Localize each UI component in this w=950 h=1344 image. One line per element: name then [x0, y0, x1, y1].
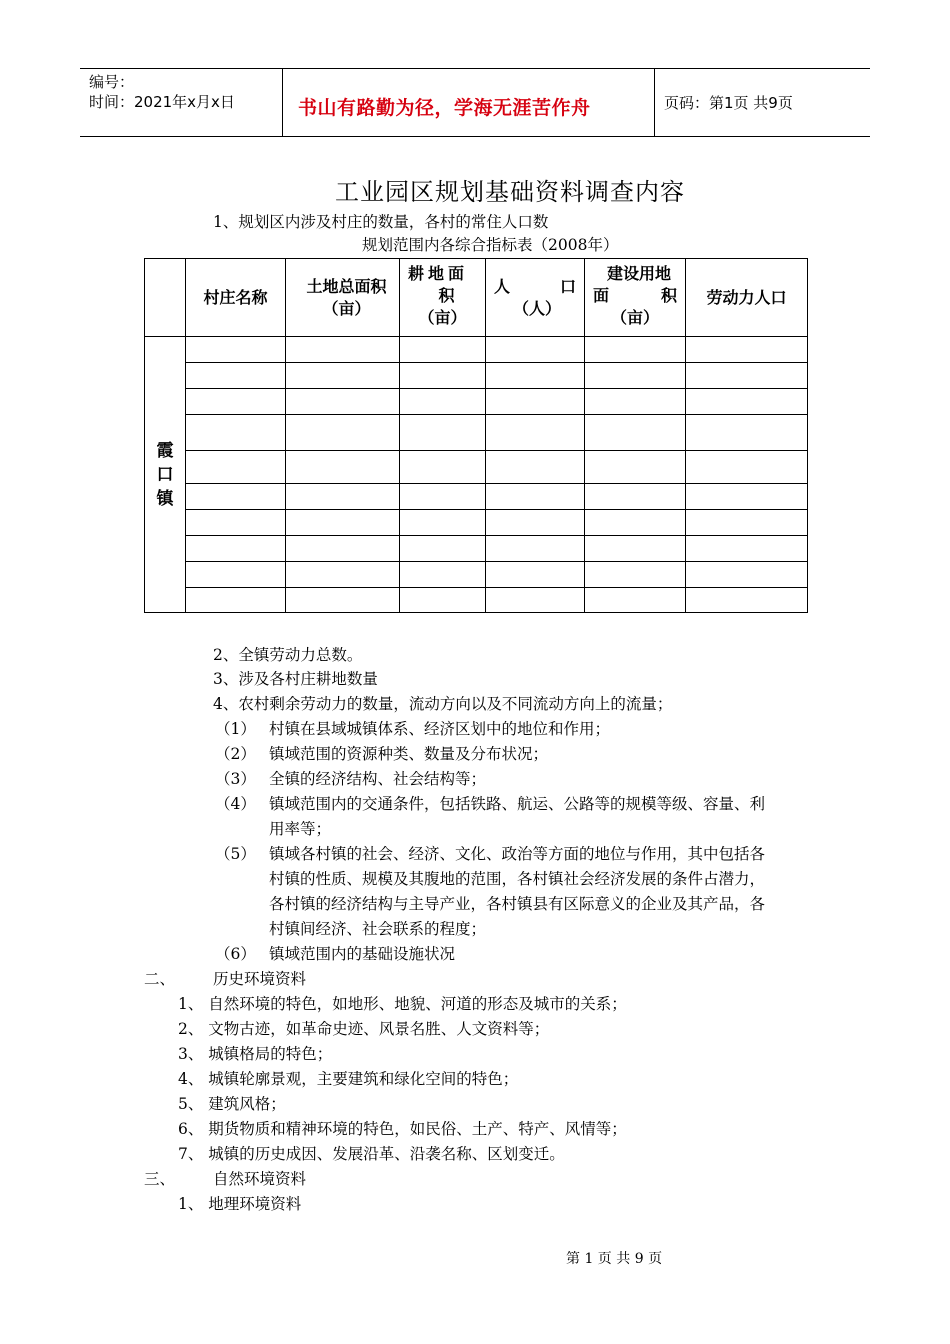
table-row	[145, 451, 808, 484]
section-3-number: 三、	[144, 1170, 176, 1188]
section-2-item: 3、 城镇格局的特色；	[178, 1045, 333, 1063]
sub-item-4-text: 用率等；	[269, 820, 332, 838]
table-cell	[400, 484, 486, 510]
item-2: 2、全镇劳动力总数。	[213, 646, 363, 664]
table-caption: 规划范围内各综合指标表（2008年）	[362, 236, 619, 254]
header-motto: 书山有路勤为径，学海无涯苦作舟	[298, 97, 591, 119]
header-construction-land: 建设用地 面 积 （亩）	[585, 259, 686, 337]
table-cell	[686, 588, 808, 613]
table-cell	[486, 588, 585, 613]
sub-item-4-text: 镇域范围内的交通条件，包括铁路、航运、公路等的规模等级、容量、利	[269, 795, 766, 813]
section-2-item: 4、 城镇轮廓景观，主要建筑和绿化空间的特色；	[178, 1070, 519, 1088]
table-row	[145, 588, 808, 613]
table-cell	[585, 451, 686, 484]
sub-item-2-text: 镇域范围的资源种类、数量及分布状况；	[269, 745, 549, 763]
table-cell	[400, 588, 486, 613]
header-bottom-rule	[80, 136, 870, 137]
header-population: 人 口 （人）	[486, 259, 585, 337]
header-page-info: 页码：第1页 共9页	[664, 94, 793, 112]
sub-item-5-num: （5）	[215, 845, 256, 863]
table-cell	[585, 363, 686, 389]
header-top-rule	[80, 68, 870, 69]
table-cell	[400, 536, 486, 562]
table-cell	[400, 389, 486, 415]
sub-item-3-num: （3）	[215, 770, 256, 788]
table-cell	[686, 363, 808, 389]
table-row	[145, 415, 808, 451]
table-cell	[286, 588, 400, 613]
table-cell	[400, 510, 486, 536]
table-cell	[585, 484, 686, 510]
table-cell	[286, 562, 400, 588]
table-cell	[400, 451, 486, 484]
header-farmland-area: 耕地面 积 （亩）	[400, 259, 486, 337]
sub-item-5-text: 各村镇的经济结构与主导产业，各村镇县有区际意义的企业及其产品，各	[269, 895, 766, 913]
table-cell	[186, 337, 286, 363]
section-2-number: 二、	[144, 970, 176, 988]
header-village-name: 村庄名称	[186, 259, 286, 337]
table-cell	[186, 484, 286, 510]
table-cell	[585, 536, 686, 562]
table-cell	[286, 363, 400, 389]
table-cell	[486, 484, 585, 510]
table-cell	[585, 562, 686, 588]
page-title: 工业园区规划基础资料调查内容	[335, 178, 685, 206]
table-header-row	[145, 259, 808, 337]
sub-item-6-text: 镇域范围内的基础设施状况	[269, 945, 456, 963]
table-cell	[286, 337, 400, 363]
item-4: 4、农村剩余劳动力的数量，流动方向以及不同流动方向上的流量；	[213, 695, 673, 713]
table-cell	[186, 451, 286, 484]
table-row	[145, 389, 808, 415]
table-cell	[686, 389, 808, 415]
table-row	[145, 484, 808, 510]
indicator-table	[144, 258, 808, 613]
sub-item-2-num: （2）	[215, 745, 256, 763]
sub-item-6-num: （6）	[215, 945, 256, 963]
table-cell	[286, 510, 400, 536]
table-cell	[400, 415, 486, 451]
sub-item-5-text: 镇域各村镇的社会、经济、文化、政治等方面的地位与作用，其中包括各	[269, 845, 766, 863]
table-cell	[585, 389, 686, 415]
sub-item-1-num: （1）	[215, 720, 256, 738]
sub-item-5-text: 村镇间经济、社会联系的程度；	[269, 920, 487, 938]
table-row	[145, 562, 808, 588]
header-divider-right	[654, 68, 655, 136]
table-cell	[286, 484, 400, 510]
table-cell	[686, 510, 808, 536]
table-cell	[486, 510, 585, 536]
table-cell	[286, 415, 400, 451]
doc-time-label: 时间：2021年x月x日	[89, 93, 235, 111]
table-cell	[686, 484, 808, 510]
sub-item-4-num: （4）	[215, 795, 256, 813]
table-row	[145, 337, 808, 363]
header-total-land-area: 土地总面积 （亩）	[286, 259, 400, 337]
section-2-item: 1、 自然环境的特色，如地形、地貌、河道的形态及城市的关系；	[178, 995, 627, 1013]
table-cell	[186, 415, 286, 451]
page-footer: 第 1 页 共 9 页	[566, 1251, 663, 1267]
table-row	[145, 536, 808, 562]
sub-item-3-text: 全镇的经济结构、社会结构等；	[269, 770, 487, 788]
section-2-item: 5、 建筑风格；	[178, 1095, 286, 1113]
table-cell	[585, 337, 686, 363]
section-2-item: 6、 期货物质和精神环境的特色，如民俗、土产、特产、风情等；	[178, 1120, 627, 1138]
section-2-title: 历史环境资料	[213, 970, 307, 988]
table-cell	[186, 562, 286, 588]
header-labor-population: 劳动力人口	[686, 259, 808, 337]
section-3-title: 自然环境资料	[213, 1170, 307, 1188]
item-3: 3、涉及各村庄耕地数量	[213, 670, 378, 688]
table-cell	[686, 337, 808, 363]
section-2-item: 7、 城镇的历史成因、发展沿革、沿袭名称、区划变迁。	[178, 1145, 565, 1163]
table-cell	[286, 536, 400, 562]
table-cell	[585, 588, 686, 613]
table-cell	[686, 415, 808, 451]
table-cell	[486, 389, 585, 415]
table-cell	[186, 389, 286, 415]
section-2-item: 2、 文物古迹，如革命史迹、风景名胜、人文资料等；	[178, 1020, 550, 1038]
table-cell	[286, 389, 400, 415]
table-cell	[486, 337, 585, 363]
table-row	[145, 363, 808, 389]
table-cell	[486, 363, 585, 389]
doc-number-label: 编号：	[89, 73, 135, 91]
table-row	[145, 510, 808, 536]
table-cell	[486, 536, 585, 562]
table-cell	[486, 415, 585, 451]
town-name-cell: 霞 口 镇	[145, 337, 186, 613]
table-cell	[400, 363, 486, 389]
table-cell	[286, 451, 400, 484]
section-3-item: 1、 地理环境资料	[178, 1195, 302, 1213]
table-cell	[186, 363, 286, 389]
table-cell	[400, 562, 486, 588]
table-cell	[686, 536, 808, 562]
sub-item-5-text: 村镇的性质、规模及其腹地的范围，各村镇社会经济发展的条件占潜力，	[269, 870, 766, 888]
header-blank-cell	[145, 259, 186, 337]
table-cell	[686, 451, 808, 484]
table-cell	[186, 510, 286, 536]
table-cell	[400, 337, 486, 363]
sub-item-1-text: 村镇在县域城镇体系、经济区划中的地位和作用；	[269, 720, 611, 738]
header-divider-left	[282, 68, 283, 136]
table-cell	[186, 536, 286, 562]
table-cell	[585, 510, 686, 536]
table-cell	[585, 415, 686, 451]
table-cell	[686, 562, 808, 588]
table-cell	[186, 588, 286, 613]
table-cell	[486, 562, 585, 588]
item-1: 1、规划区内涉及村庄的数量，各村的常住人口数	[213, 213, 549, 231]
table-cell	[486, 451, 585, 484]
